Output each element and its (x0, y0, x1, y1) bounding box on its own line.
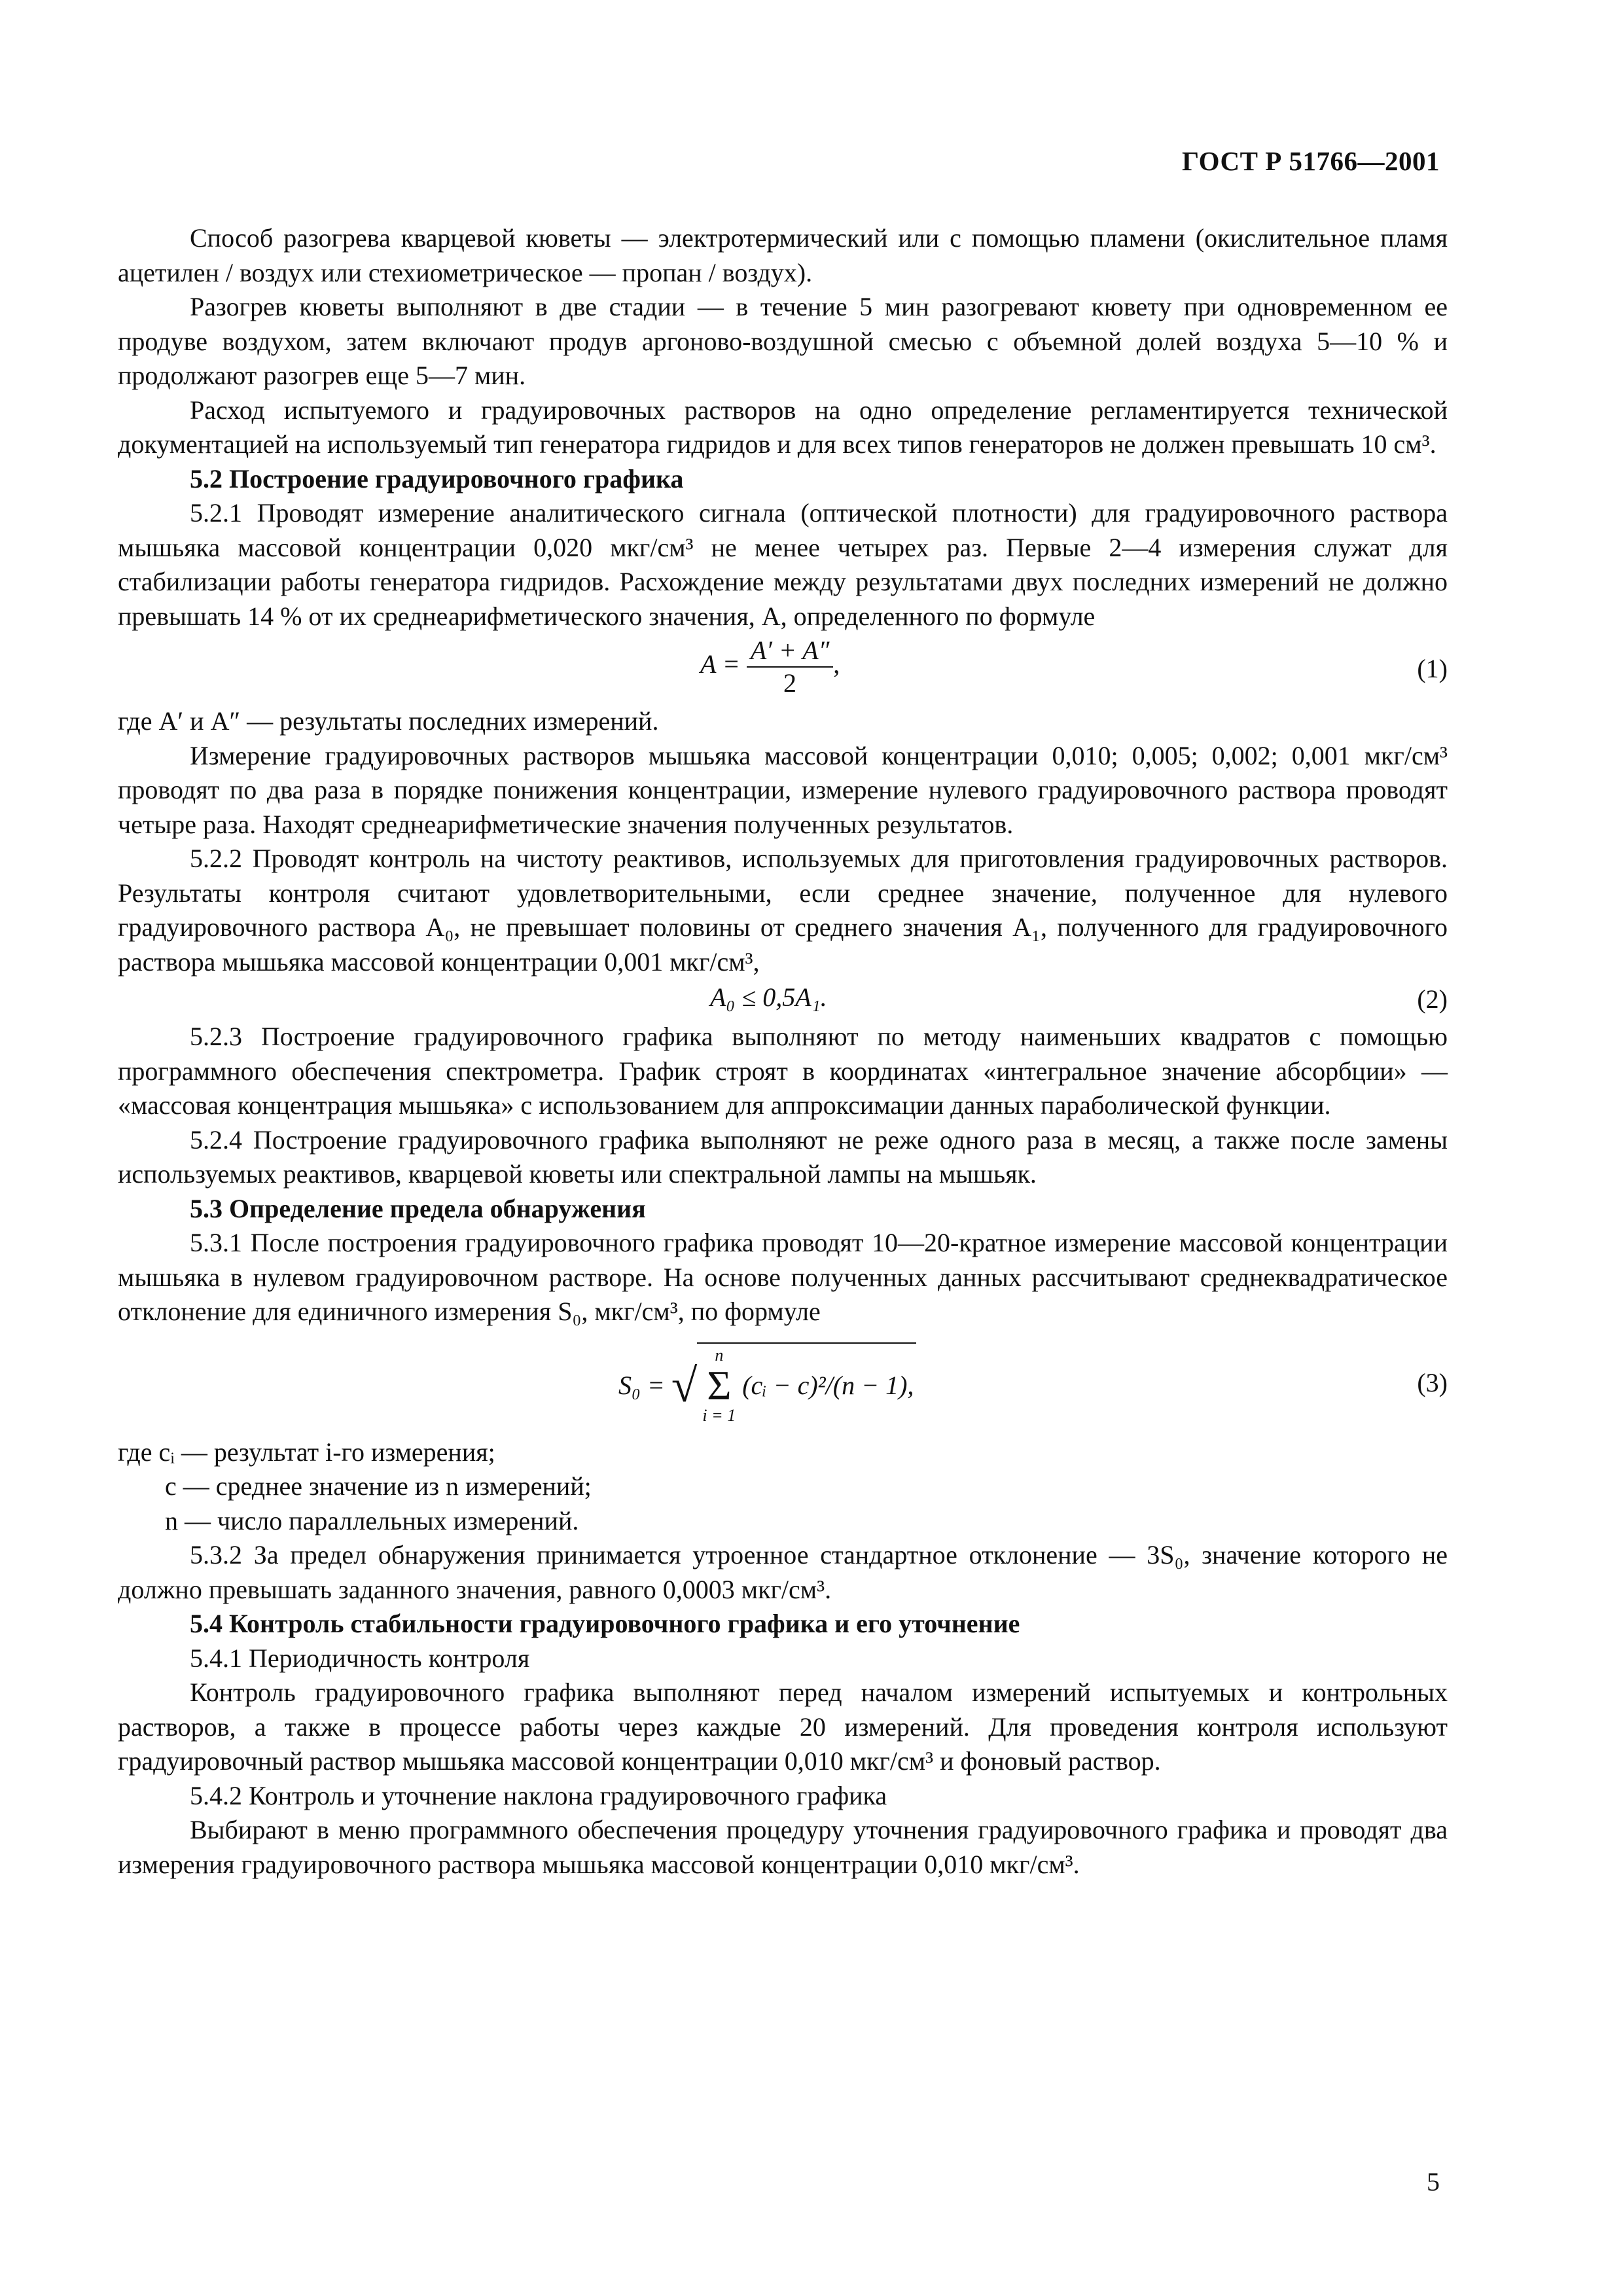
formula-3-body: (cᵢ − c)²/(n − 1), (742, 1370, 914, 1400)
paragraph-5-2-4: 5.2.4 Построение градуировочного графика выполняют не реже одного раза в месяц, а также после замены используемых реактивов, кварцевой кюветы или спектральной лампы на мышьяк. (118, 1124, 1448, 1189)
formula-3-lower-limit: i = 1 (702, 1405, 736, 1425)
paragraph-5-2-2: 5.2.2 Проводят контроль на чистоту реактивов, используемых для приготовления градуировочных растворов. Результаты контроля считают удовлетворительными, если среднее значение, полученное для нулевого градуировочного раствора A₀, не превышает половины от среднего значения A₁, полученного для градуировочного раствора мышьяка массовой концентрации 0,001 мкг/см³, (118, 844, 1448, 977)
section-heading-5-3: 5.3 Определение предела обнаружения (190, 1193, 646, 1223)
section-heading-5-2: 5.2 Построение градуировочного графика (190, 463, 684, 493)
formula-3-radicand (697, 1342, 916, 1425)
paragraph-heating-method: Способ разогрева кварцевой кюветы — электротермический или с помощью пламени (окислительное пламя ацетилен / воздух или стехиометрическое — пропан / воздух). (118, 223, 1448, 287)
paragraph-5-2-1: 5.2.1 Проводят измерение аналитического сигнала (оптической плотности) для градуировочного раствора мышьяка массовой концентрации 0,020 мкг/см³ не менее четырех раз. Первые 2—4 измерения служат для стабилизации работы генератора гидридов. Расхождение между результатами двух последних измерений не должно превышать 14 % от их среднеарифметического значения, A, определенного по формуле (118, 498, 1448, 631)
subsection-heading-5-4-2: 5.4.2 Контроль и уточнение наклона градуировочного графика (190, 1780, 887, 1810)
section-heading-5-4: 5.4 Контроль стабильности градуировочного графика и его уточнение (190, 1609, 1020, 1638)
formula-1-lhs: A = (700, 649, 740, 679)
formula-3-sigma: Σ (707, 1361, 732, 1408)
formula-3-upper-limit: n (715, 1345, 724, 1365)
paragraph-where-3c: n — число параллельных измерений. (165, 1505, 579, 1535)
formula-1-denominator: 2 (783, 668, 796, 698)
paragraph-solution-consumption: Расход испытуемого и градуировочных растворов на одно определение регламентируется технической документацией на используемый тип генератора гидридов и для всех типов генераторов не должен превышать 10 см³. (118, 395, 1448, 459)
formula-3 (118, 1333, 1448, 1433)
formula-1 (118, 635, 1448, 703)
paragraph-calibration-measurement: Измерение градуировочных растворов мышьяка массовой концентрации 0,010; 0,005; 0,002; 0,001 мкг/см³ проводят по два раза в порядке понижения концентрации, измерение нулевого градуировочного раствора проводят четыре раза. Находят среднеарифметические значения полученных результатов. (118, 740, 1448, 839)
paragraph-5-3-2: 5.3.2 За предел обнаружения принимается утроенное стандартное отклонение — 3S₀, значение которого не должно превышать заданного значения, равного 0,0003 мкг/см³. (118, 1540, 1448, 1604)
formula-1-fraction (747, 635, 834, 699)
paragraph-where-3a: где cᵢ — результат i-го измерения; (118, 1437, 495, 1467)
paragraph-5-3-1: 5.3.1 После построения градуировочного графика проводят 10—20-кратное измерение массовой концентрации мышьяка в нулевом градуировочном растворе. На основе полученных данных рассчитывают среднеквадратическое отклонение для единичного измерения S₀, мкг/см³, по формуле (118, 1228, 1448, 1326)
paragraph-5-4-2: Выбирают в меню программного обеспечения процедуру уточнения градуировочного графика и проводят два измерения градуировочного раствора мышьяка массовой концентрации 0,010 мкг/см³. (118, 1815, 1448, 1879)
subsection-heading-5-4-1: 5.4.1 Периодичность контроля (190, 1643, 530, 1673)
formula-3-lhs: S₀ = (618, 1370, 665, 1400)
formula-2 (118, 980, 1448, 1018)
formula-1-number: (1) (1417, 653, 1448, 683)
formula-1-numerator: A′ + A″ (747, 635, 834, 668)
formula-3-sum (702, 1346, 736, 1425)
formula-3-radical: √ (671, 1359, 698, 1412)
page-header: ГОСТ Р 51766—2001 (1182, 146, 1440, 176)
formula-1-tail: , (833, 649, 840, 679)
document-body (118, 221, 1448, 1882)
formula-3-expression (618, 1342, 916, 1425)
formula-1-expression (700, 635, 840, 699)
paragraph-5-4-1: Контроль градуировочного графика выполняют перед началом измерений испытуемых и контрольных растворов, а также в процессе работы через каждые 20 измерений. Для проведения контроля используют градуировочный раствор мышьяка массовой концентрации 0,010 мкг/см³ и фоновый раствор. (118, 1677, 1448, 1776)
formula-2-number: (2) (1417, 984, 1448, 1014)
formula-2-expression: A₀ ≤ 0,5A₁. (710, 982, 827, 1012)
paragraph-5-2-3: 5.2.3 Построение градуировочного графика выполняют по методу наименьших квадратов с помощью программного обеспечения спектрометра. График строят в координатах «интегральное значение абсорбции» — «массовая концентрация мышьяка» с использованием для аппроксимации данных параболической функции. (118, 1022, 1448, 1120)
formula-3-number: (3) (1417, 1367, 1448, 1397)
page-number: 5 (1427, 2167, 1440, 2197)
paragraph-heating-stages: Разогрев кюветы выполняют в две стадии — в течение 5 мин разогревают кювету при одновременном ее продуве воздухом, затем включают продув аргоново-воздушной смесью с объемной долей воздуха 5—10 % и продолжают разогрев еще 5—7 мин. (118, 292, 1448, 390)
paragraph-where-3b: c — среднее значение из n измерений; (165, 1471, 592, 1501)
paragraph-where-1: где A′ и A″ — результаты последних измерений. (118, 706, 659, 736)
